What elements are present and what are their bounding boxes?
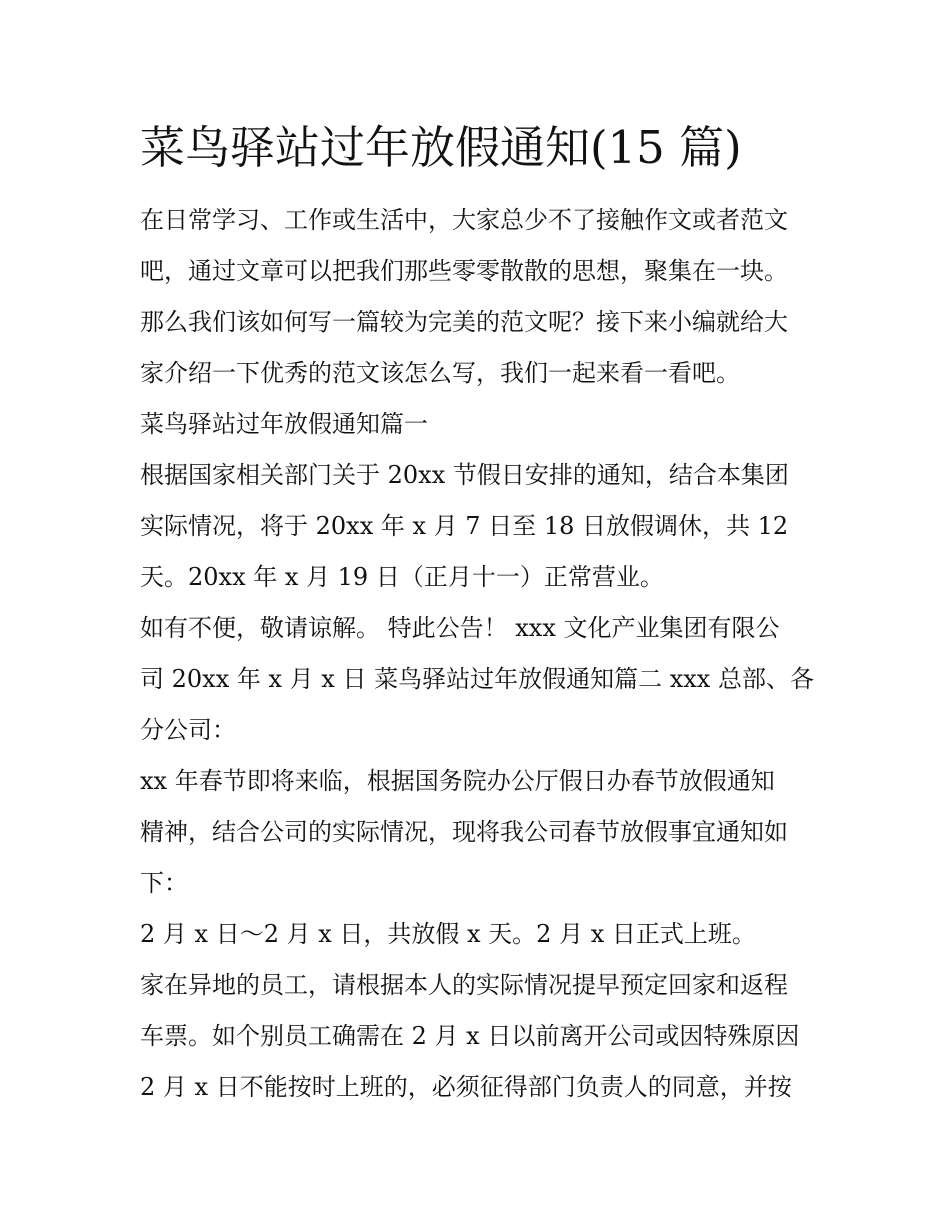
body-line: 根据国家相关部门关于 20xx 节假日安排的通知，结合本集团 (140, 461, 789, 489)
body-line: 家在异地的员工，请根据本人的实际情况提早预定回家和返程 (140, 971, 788, 999)
body-line: 在日常学习、工作或生活中，大家总少不了接触作文或者范文 (140, 206, 788, 234)
body-line: 如有不便，敬请谅解。 特此公告！ xxx 文化产业集团有限公 (140, 614, 780, 642)
body-line: 2 月 x 日～2 月 x 日，共放假 x 天。2 月 x 日正式上班。 (140, 920, 756, 948)
body-line: 精神，结合公司的实际情况，现将我公司春节放假事宜通知如 (140, 818, 788, 846)
body-line: 司 20xx 年 x 月 x 日 菜鸟驿站过年放假通知篇二 xxx 总部、各 (140, 665, 814, 693)
body-line: 实际情况，将于 20xx 年 x 月 7 日至 18 日放假调休，共 12 (140, 512, 789, 540)
body-line: 家介绍一下优秀的范文该怎么写，我们一起来看一看吧。 (140, 359, 740, 387)
body-line: 2 月 x 日不能按时上班的，必须征得部门负责人的同意，并按 (140, 1073, 792, 1101)
body-line: 那么我们该如何写一篇较为完美的范文呢？接下来小编就给大 (140, 308, 788, 336)
body-line: 吧，通过文章可以把我们那些零零散散的思想，聚集在一块。 (140, 257, 788, 285)
body-line: 车票。如个别员工确需在 2 月 x 日以前离开公司或因特殊原因 (140, 1022, 800, 1050)
body-line: 天。20xx 年 x 月 19 日（正月十一）正常营业。 (140, 563, 664, 591)
body-line: xx 年春节即将来临，根据国务院办公厅假日办春节放假通知 (140, 767, 775, 795)
body-line: 分公司： (140, 716, 236, 744)
section-heading: 菜鸟驿站过年放假通知篇一 (140, 410, 428, 438)
body-line: 下： (140, 869, 188, 897)
document-title: 菜鸟驿站过年放假通知(15 篇) (140, 121, 742, 174)
